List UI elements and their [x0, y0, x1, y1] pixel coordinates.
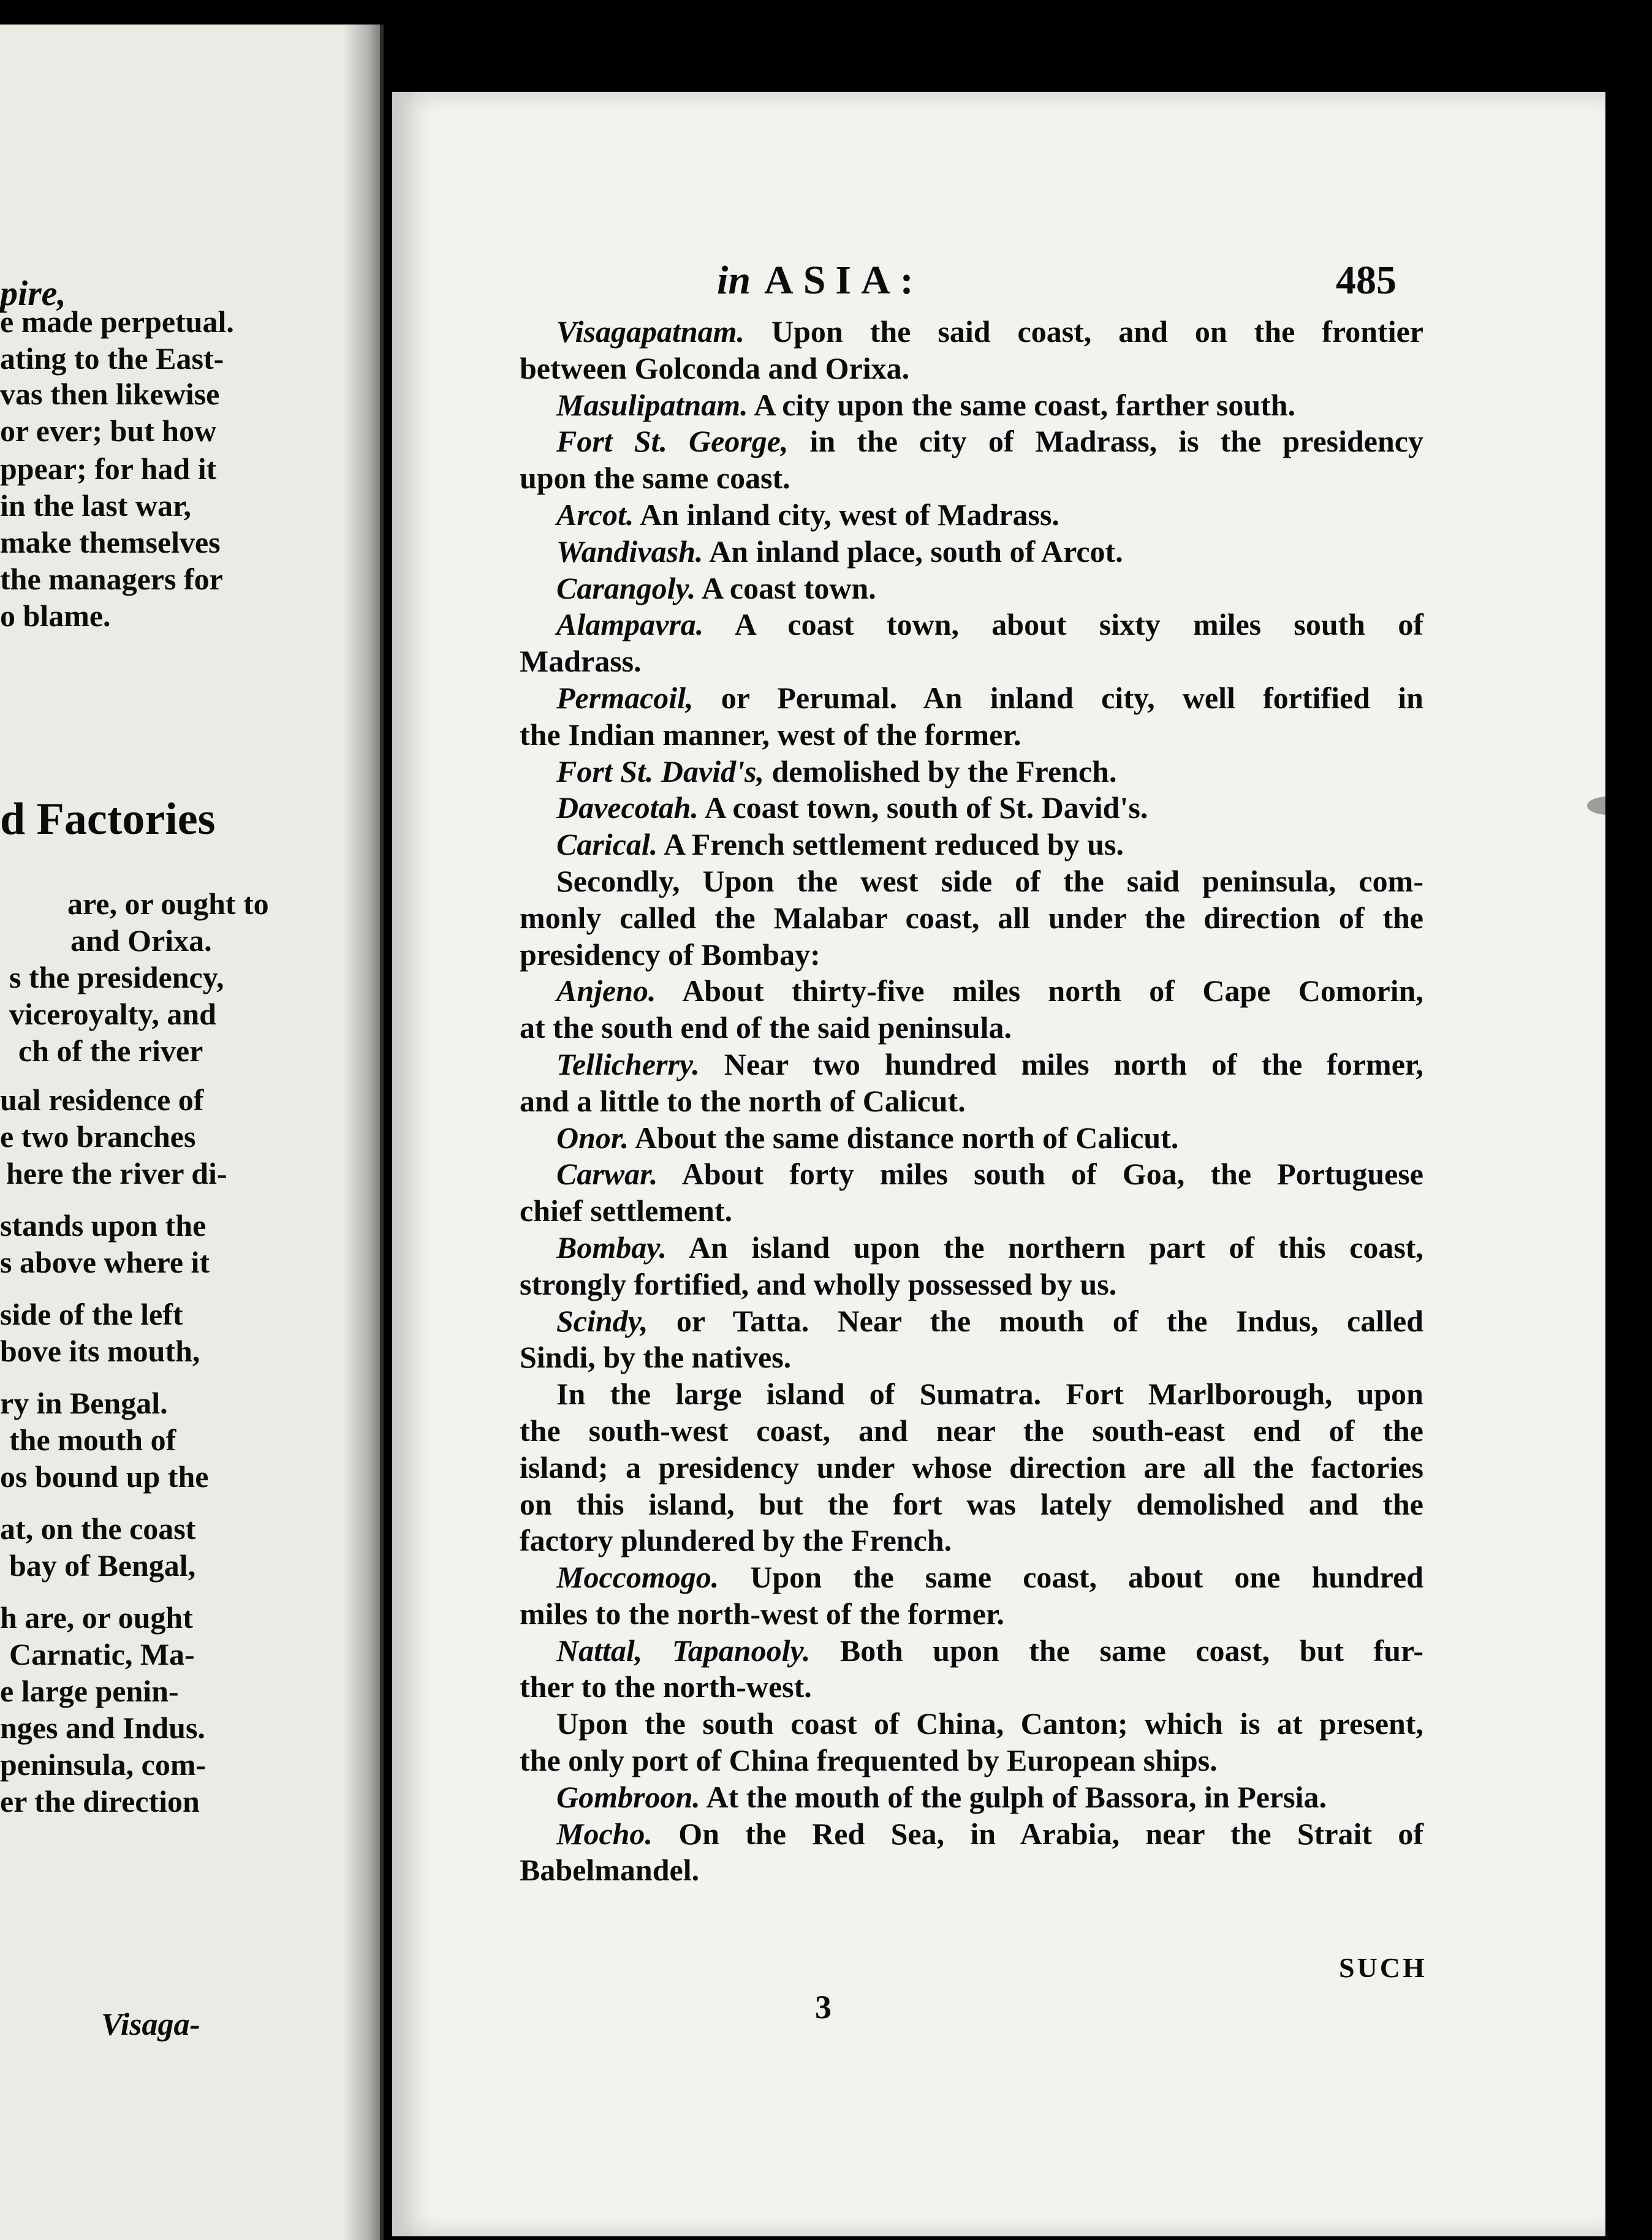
text-line — [520, 1816, 1423, 1853]
line-text: Babelmandel. — [520, 1853, 700, 1888]
line-text: A coast town. — [695, 570, 876, 605]
text-line — [520, 790, 1423, 827]
text-line — [520, 1120, 1423, 1157]
text-line — [520, 937, 1423, 974]
line-text: the Indian manner, west of the former. — [520, 717, 1021, 752]
line-text: at the south end of the said peninsula. — [520, 1010, 1012, 1045]
line-text: the only port of China frequented by European ships. — [520, 1743, 1218, 1778]
text-line — [520, 973, 1423, 1010]
place-name: Moccomogo. — [556, 1560, 719, 1595]
text-line — [520, 1376, 1423, 1413]
line-text: miles to the north-west of the former. — [520, 1596, 1004, 1631]
place-name: Permacoil, — [556, 680, 694, 715]
line-text: on this island, but the fort was lately demolished and the — [520, 1486, 1423, 1521]
body-text — [520, 314, 1423, 1889]
line-text: in the city of Madrass, is the presidency — [788, 424, 1423, 459]
line-text: strongly fortified, and wholly possessed by us. — [520, 1266, 1117, 1301]
running-head-in: in — [717, 258, 751, 303]
line-text: Madrass. — [520, 644, 642, 679]
place-name: Alampavra. — [556, 607, 704, 642]
line-text: ther to the north-west. — [520, 1670, 812, 1705]
text-line — [520, 1486, 1423, 1523]
place-name: Scindy, — [556, 1303, 648, 1338]
text-line — [520, 717, 1423, 754]
line-text: An island upon the northern part of this coast, — [667, 1230, 1423, 1265]
running-head-title: ASIA: — [764, 258, 923, 303]
left-line: s the presidency, — [9, 960, 224, 994]
line-text: Upon the south coast of China, Canton; which is at present, — [556, 1706, 1423, 1741]
left-line: bay of Bengal, — [9, 1548, 196, 1583]
text-line — [520, 1450, 1423, 1486]
line-text: A coast town, about sixty miles south of — [703, 607, 1423, 642]
line-text: About the same distance north of Calicut. — [629, 1120, 1179, 1155]
line-text: chief settlement. — [520, 1194, 733, 1228]
text-line — [520, 1083, 1423, 1120]
line-text: between Golconda and Orixa. — [520, 350, 910, 385]
left-line: stands upon the — [0, 1208, 206, 1243]
left-line: at, on the coast — [0, 1512, 196, 1546]
left-line: ual residence of — [0, 1083, 204, 1117]
left-line: here the river di- — [6, 1156, 227, 1190]
running-head — [717, 257, 923, 304]
text-line — [520, 1046, 1423, 1083]
line-text: Near two hundred miles north of the former, — [699, 1046, 1423, 1081]
text-line — [520, 1413, 1423, 1450]
left-line: make themselves — [0, 525, 221, 559]
text-line — [520, 534, 1423, 570]
text-line — [520, 1266, 1423, 1303]
text-line — [520, 1706, 1423, 1742]
text-line — [520, 827, 1423, 863]
line-text: and a little to the north of Calicut. — [520, 1083, 966, 1118]
left-line: s above where it — [0, 1245, 210, 1279]
line-text: A coast town, south of St. David's. — [698, 790, 1148, 825]
text-line — [520, 570, 1423, 607]
text-line — [520, 1339, 1423, 1376]
text-line — [520, 387, 1423, 424]
page-number: 485 — [1336, 258, 1396, 303]
text-line — [520, 350, 1423, 387]
left-line: e two branches — [0, 1119, 196, 1154]
left-page-fragment — [0, 25, 384, 2240]
line-text: About forty miles south of Goa, the Portuguese — [657, 1157, 1423, 1192]
line-text: Sindi, by the natives. — [520, 1340, 792, 1375]
line-text: A city upon the same coast, farther south. — [748, 387, 1296, 422]
place-name: Mocho. — [556, 1816, 653, 1851]
text-line — [520, 863, 1423, 900]
left-line: viceroyalty, and — [9, 997, 216, 1031]
left-line: er the direction — [0, 1784, 200, 1818]
left-line: are, or ought to — [67, 887, 269, 921]
line-text: On the Red Sea, in Arabia, near the Strait of — [652, 1816, 1423, 1851]
line-text: demolished by the French. — [763, 754, 1117, 789]
text-line — [520, 1596, 1423, 1633]
line-text: monly called the Malabar coast, all under the direction of the — [520, 900, 1423, 935]
place-name: Gombroon. — [556, 1779, 700, 1814]
place-name: Visagapatnam. — [556, 314, 745, 349]
text-line — [520, 680, 1423, 717]
text-line — [520, 1230, 1423, 1266]
left-line: ry in Bengal. — [0, 1386, 168, 1420]
line-text: About thirty-five miles north of Cape Comorin, — [656, 974, 1423, 1008]
text-line — [520, 497, 1423, 534]
place-name: Carwar. — [556, 1157, 658, 1192]
line-text: Upon the same coast, about one hundred — [719, 1560, 1423, 1595]
left-line: o blame. — [0, 599, 111, 633]
place-name: Carangoly. — [556, 570, 696, 605]
place-name: Arcot. — [556, 497, 634, 532]
left-line: peninsula, com- — [0, 1747, 206, 1782]
line-text: or Perumal. An inland city, well fortified in — [693, 680, 1423, 715]
left-line: bove its mouth, — [0, 1334, 200, 1368]
text-line — [520, 1193, 1423, 1230]
line-text: island; a presidency under whose direction are all the factories — [520, 1450, 1423, 1485]
signature-mark: 3 — [815, 1989, 832, 2026]
left-line: ppear; for had it — [0, 452, 217, 486]
place-name: Carical. — [556, 827, 658, 862]
gutter-shadow — [343, 25, 380, 2240]
text-line — [520, 1156, 1423, 1193]
left-line: the mouth of — [9, 1423, 176, 1457]
text-line — [520, 314, 1423, 350]
left-catchword: Visaga- — [101, 2007, 200, 2042]
place-name: Bombay. — [556, 1230, 667, 1265]
line-text: upon the same coast. — [520, 461, 790, 496]
place-name: Tellicherry. — [556, 1046, 700, 1081]
line-text: An inland city, west of Madrass. — [634, 497, 1059, 532]
text-line — [520, 460, 1423, 497]
left-line: the managers for — [0, 562, 223, 596]
line-text: Secondly, Upon the west side of the said peninsula, com- — [556, 863, 1423, 898]
line-text: Both upon the same coast, but fur- — [810, 1633, 1423, 1668]
place-name: Davecotah. — [556, 790, 699, 825]
left-line: h are, or ought — [0, 1600, 193, 1635]
left-line: Carnatic, Ma- — [9, 1637, 195, 1671]
text-line — [520, 1010, 1423, 1046]
catchword: SUCH — [1339, 1952, 1427, 1983]
left-line: side of the left — [0, 1297, 183, 1331]
place-name: Fort St. David's, — [556, 754, 764, 789]
text-line — [520, 643, 1423, 680]
text-line — [520, 1779, 1423, 1816]
place-name: Nattal, Tapanooly. — [556, 1633, 811, 1668]
place-name: Fort St. George, — [556, 424, 789, 459]
text-line — [520, 1742, 1423, 1779]
place-name: Wandivash. — [556, 534, 703, 569]
line-text: In the large island of Sumatra. Fort Marlborough, upon — [556, 1377, 1423, 1412]
left-line: ating to the East- — [0, 341, 224, 376]
text-line — [520, 1303, 1423, 1340]
line-text: An inland place, south of Arcot. — [703, 534, 1123, 569]
left-line: in the last war, — [0, 488, 192, 523]
line-text: A French settlement reduced by us. — [657, 827, 1124, 862]
line-text: presidency of Bombay: — [520, 937, 820, 972]
text-line — [520, 607, 1423, 643]
left-line: or ever; but how — [0, 414, 217, 448]
text-line — [520, 1523, 1423, 1559]
left-line: e large penin- — [0, 1674, 179, 1708]
line-text: the south-west coast, and near the south-east end of the — [520, 1413, 1423, 1448]
line-text: factory plundered by the French. — [520, 1523, 952, 1558]
place-name: Masulipatnam. — [556, 387, 748, 422]
text-line — [520, 1669, 1423, 1706]
left-section-heading: d Factories — [0, 794, 216, 844]
text-line — [520, 754, 1423, 790]
text-line — [520, 423, 1423, 460]
text-line — [520, 900, 1423, 937]
line-text: Upon the said coast, and on the frontier — [745, 314, 1423, 349]
line-text: At the mouth of the gulph of Bassora, in Persia. — [700, 1779, 1327, 1814]
text-line — [520, 1633, 1423, 1670]
place-name: Anjeno. — [556, 974, 656, 1008]
place-name: Onor. — [556, 1120, 629, 1155]
text-line — [520, 1852, 1423, 1889]
left-line: nges and Indus. — [0, 1711, 205, 1745]
left-line: vas then likewise — [0, 377, 220, 411]
text-line — [520, 1559, 1423, 1596]
left-line: e made perpetual. — [0, 305, 234, 339]
left-line: os bound up the — [0, 1459, 209, 1494]
ink-smudge — [1587, 796, 1630, 815]
left-line: ch of the river — [18, 1034, 203, 1068]
left-running-head: pire, — [0, 273, 66, 313]
left-line: and Orixa. — [70, 923, 212, 958]
line-text: or Tatta. Near the mouth of the Indus, called — [648, 1303, 1423, 1338]
